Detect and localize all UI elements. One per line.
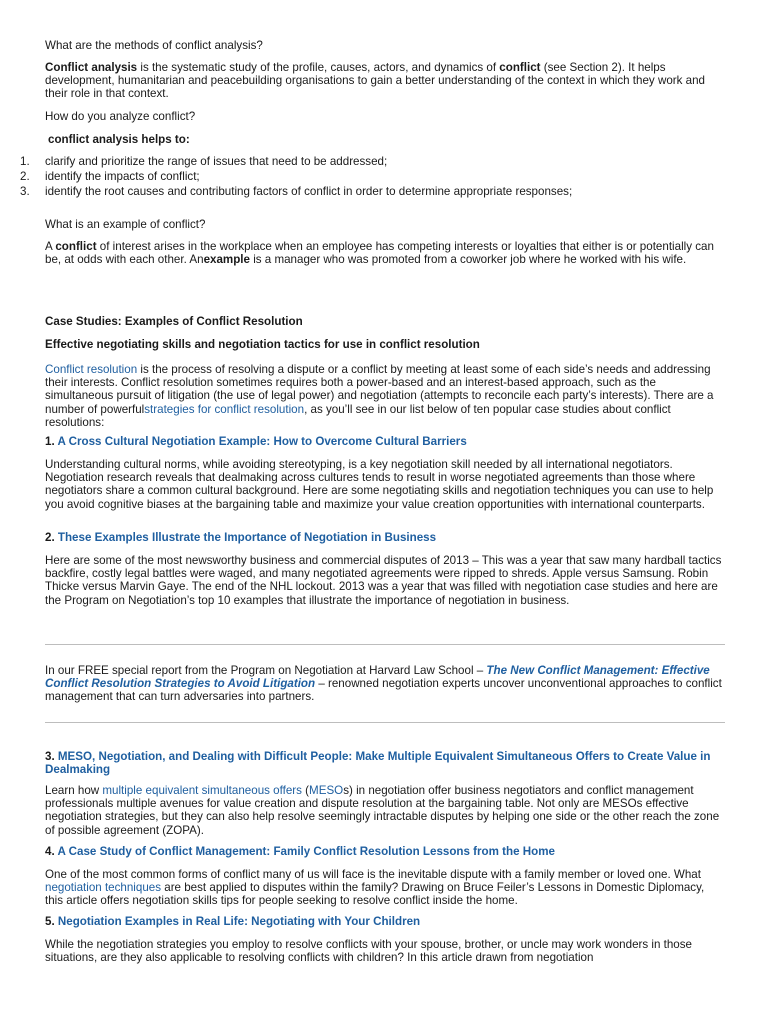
section-5-heading bbox=[45, 915, 420, 928]
question-methods: What are the methods of conflict analysis? bbox=[45, 39, 263, 52]
paragraph-intro bbox=[45, 363, 725, 429]
section-number: 2. bbox=[45, 531, 58, 544]
list-number: 1. bbox=[20, 155, 30, 168]
section-3-body bbox=[45, 784, 725, 837]
case-studies-title: Case Studies: Examples of Conflict Resolution bbox=[45, 315, 303, 328]
section-number: 5. bbox=[45, 915, 58, 928]
section-number: 4. bbox=[45, 845, 58, 858]
promo-text-2: – renowned negotiation experts uncover unconventional approaches to conflict management that can turn adversaries into partners. bbox=[45, 677, 722, 704]
paragraph-example bbox=[45, 240, 725, 266]
example-text-3: is a manager who was promoted from a coworker job where he worked with his wife. bbox=[249, 253, 687, 267]
section-number: 1. bbox=[45, 435, 58, 448]
list-number: 3. bbox=[20, 185, 30, 198]
term-example: example bbox=[203, 253, 250, 267]
link-meso-offers[interactable]: multiple equivalent simultaneous offers bbox=[102, 784, 302, 797]
divider-top bbox=[45, 644, 725, 645]
section-4-text-1: One of the most common forms of conflict many of us will face is the inevitable dispute with a family member or loved one. What bbox=[45, 868, 701, 881]
definition-text-2: (see Section 2). It helps development, humanitarian and peacebuilding organisations to gain a better understanding of the context in which they work and their role in that context. bbox=[45, 61, 705, 101]
section-4-link[interactable]: A Case Study of Conflict Management: Family Conflict Resolution Lessons from the Home bbox=[57, 845, 555, 858]
link-negotiation-techniques[interactable]: negotiation techniques bbox=[45, 881, 162, 895]
list-number: 2. bbox=[20, 170, 30, 183]
term-conflict: conflict bbox=[499, 61, 541, 74]
section-1-body: Understanding cultural norms, while avoiding stereotyping, is a key negotiation skill needed by all international negotiators. Negotiation research reveals that dealmaking across cultures tends to result in worse negotiated agreements than those where negotiators share a common cultural background. Here are some negotiating skills and negotiation techniques you can use to help you avoid cognitive biases at the bargaining table and maximize your value creation opportunities with international counterparts. bbox=[45, 458, 714, 511]
helps-heading: conflict analysis helps to: bbox=[48, 133, 190, 146]
section-2-body: Here are some of the most newsworthy business and commercial disputes of 2013 – This was a year that saw many hardball tactics backfire, costly legal battles were waged, and many negotiated agreements were ripped to shreds. Apple versus Samsung. Robin Thicke versus Marvin Gaye. The end of the NHL lockout. 2013 was a year that was filled with negotiation case studies and here are the Program on Negotiation’s top 10 examples that illustrate the importance of negotiation in business. bbox=[45, 554, 722, 607]
promo-paragraph bbox=[45, 664, 725, 704]
example-text-1: A bbox=[45, 240, 56, 253]
list-item: identify the root causes and contributing factors of conflict in order to determine appropriate responses; bbox=[45, 185, 573, 198]
section-4-heading bbox=[45, 845, 555, 858]
section-5-link[interactable]: Negotiation Examples in Real Life: Negotiating with Your Children bbox=[57, 915, 421, 928]
divider-bottom bbox=[45, 722, 725, 723]
promo-text-1: In our FREE special report from the Program on Negotiation at Harvard Law School – bbox=[45, 664, 487, 677]
intro-text-1: is the process of resolving a dispute or a conflict by meeting at least some of each side’s needs and addressing their interests. Conflict resolution sometimes requires both a power-based and an interest-based approach, such as the simultaneous pursuit of litigation (the use of legal power) and negotiation (attempts to reconcile each party’s interests). There are a number of powerful bbox=[45, 363, 714, 416]
section-3-heading bbox=[45, 750, 725, 776]
section-3-link[interactable]: MESO, Negotiation, and Dealing with Difficult People: Make Multiple Equivalent Simultaneous Offers to Create Value in Dealmaking bbox=[45, 750, 711, 777]
paragraph-definition bbox=[45, 61, 725, 101]
link-conflict-resolution[interactable]: Conflict resolution bbox=[45, 363, 138, 376]
link-meso[interactable]: MESO bbox=[309, 784, 344, 797]
question-example: What is an example of conflict? bbox=[45, 218, 206, 231]
case-studies-subtitle: Effective negotiating skills and negotiation tactics for use in conflict resolution bbox=[45, 338, 480, 351]
section-2-heading bbox=[45, 531, 436, 544]
intro-text-2: , as you’ll see in our list below of ten popular case studies about conflict resolutions: bbox=[45, 402, 671, 429]
link-free-report[interactable]: The New Conflict Management: Effective Conflict Resolution Strategies to Avoid Litigation bbox=[45, 664, 710, 691]
section-3-text-1: Learn how bbox=[45, 784, 103, 797]
section-1-link[interactable]: A Cross Cultural Negotiation Example: How to Overcome Cultural Barriers bbox=[57, 435, 467, 448]
section-4-text-2: are best applied to disputes within the family? Drawing on Bruce Feiler’s Lessons in Domestic Diplomacy, this article offers negotiation skills tips for people seeking to resolve conflict inside the home. bbox=[45, 881, 705, 908]
section-4-body bbox=[45, 868, 725, 908]
section-3-text-3: s) in negotiation offer business negotiators and conflict management professionals multiple avenues for value creation and dispute resolution at the bargaining table. Not only are MESOs effective negotiation strategies, but they can also help resolve seemingly intractable disputes by helping one side or the other reach the zone of possible agreement (ZOPA). bbox=[45, 784, 720, 837]
example-text-2: of interest arises in the workplace when an employee has competing interests or loyalties that either is or potentially can be, at odds with each other. An bbox=[45, 240, 714, 267]
question-analyze: How do you analyze conflict? bbox=[45, 110, 196, 123]
section-5-body: While the negotiation strategies you employ to resolve conflicts with your spouse, brother, or uncle may work wonders in those situations, are they also applicable to resolving conflicts with children? In this article drawn from negotiation bbox=[45, 938, 692, 965]
section-2-link[interactable]: These Examples Illustrate the Importance of Negotiation in Business bbox=[57, 531, 437, 544]
link-strategies-conflict-resolution[interactable]: strategies for conflict resolution bbox=[144, 402, 305, 416]
definition-text-1: is the systematic study of the profile, causes, actors, and dynamics of bbox=[137, 61, 500, 74]
term-conflict-2: conflict bbox=[55, 240, 97, 253]
list-item: identify the impacts of conflict; bbox=[45, 170, 200, 183]
section-3-text-2: ( bbox=[301, 784, 310, 797]
term-conflict-analysis: Conflict analysis bbox=[45, 61, 138, 74]
section-number: 3. bbox=[45, 750, 58, 763]
list-item: clarify and prioritize the range of issues that need to be addressed; bbox=[45, 155, 388, 168]
section-1-heading bbox=[45, 435, 467, 448]
